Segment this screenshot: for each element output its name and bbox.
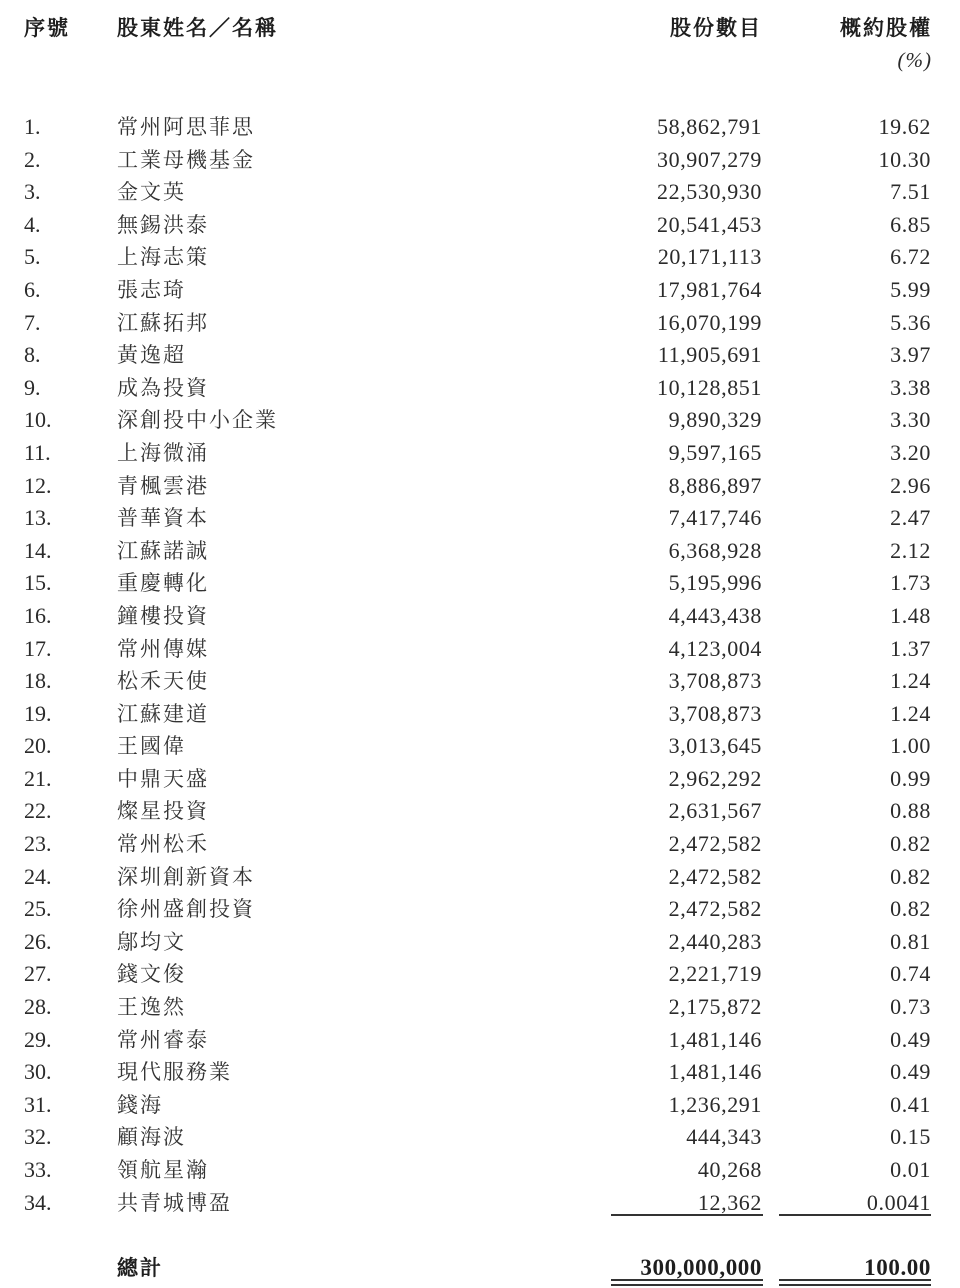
row-number-of-shares: 2,175,872	[668, 994, 762, 1020]
row-shareholder-name: 王逸然	[117, 995, 186, 1020]
row-seq: 33.	[24, 1157, 52, 1182]
table-row	[0, 437, 960, 470]
table-body	[0, 111, 960, 1219]
row-seq: 8.	[24, 342, 41, 368]
row-percentage: 0.0041	[866, 1189, 931, 1215]
table-row	[0, 665, 960, 698]
row-number-of-shares: 2,962,292	[668, 765, 762, 791]
row-percentage: 0.41	[890, 1091, 931, 1117]
table-row	[0, 1089, 960, 1122]
row-number-of-shares: 6,368,928	[668, 537, 762, 563]
table-row	[0, 633, 960, 666]
table-row	[0, 241, 960, 274]
row-seq: 3.	[24, 179, 41, 205]
row-number-of-shares: 2,631,567	[668, 798, 762, 824]
row-seq: 23.	[24, 831, 52, 857]
row-number-of-shares: 7,417,746	[668, 505, 762, 531]
row-number-of-shares: 30,907,279	[657, 146, 762, 172]
table-row	[0, 1154, 960, 1187]
row-seq: 19.	[24, 700, 52, 726]
row-number-of-shares: 9,890,329	[668, 407, 762, 433]
row-number-of-shares: 2,472,582	[668, 863, 762, 889]
row-seq: 30.	[24, 1059, 52, 1085]
row-shareholder-name: 重慶轉化	[117, 571, 209, 596]
row-percentage: 0.73	[890, 994, 931, 1020]
row-percentage: 0.49	[890, 1059, 931, 1085]
row-shareholder-name: 中鼎天盛	[117, 766, 209, 791]
row-percentage: 5.99	[890, 276, 931, 302]
table-row	[0, 828, 960, 861]
row-number-of-shares: 2,472,582	[668, 896, 762, 922]
table-row	[0, 372, 960, 405]
row-number-of-shares: 3,708,873	[668, 668, 762, 694]
row-number-of-shares: 2,472,582	[668, 831, 762, 857]
row-number-of-shares: 1,481,146	[668, 1026, 762, 1052]
row-seq: 17.	[24, 635, 52, 661]
row-shareholder-name: 錢海	[117, 1092, 163, 1117]
total-double-rule-percentage	[779, 1279, 931, 1286]
row-seq: 28.	[24, 994, 52, 1020]
row-percentage: 3.20	[890, 439, 931, 465]
row-shareholder-name: 常州松禾	[117, 832, 209, 857]
row-percentage: 6.72	[890, 244, 931, 270]
table-row	[0, 861, 960, 894]
table-row	[0, 958, 960, 991]
row-seq: 34.	[24, 1189, 52, 1215]
table-row	[0, 1024, 960, 1057]
row-shareholder-name: 顧海波	[117, 1125, 186, 1150]
row-seq: 22.	[24, 798, 52, 824]
row-percentage: 2.96	[890, 472, 931, 498]
row-percentage: 0.49	[890, 1026, 931, 1052]
table-row	[0, 763, 960, 796]
row-number-of-shares: 16,070,199	[657, 309, 762, 335]
header-shareholder-name: 股東姓名／名稱	[117, 15, 278, 40]
row-shareholder-name: 普華資本	[117, 506, 209, 531]
row-shareholder-name: 工業母機基金	[117, 147, 255, 172]
row-shareholder-name: 徐州盛創投資	[117, 897, 255, 922]
row-seq: 4.	[24, 211, 41, 237]
row-number-of-shares: 1,236,291	[668, 1091, 762, 1117]
row-percentage: 1.37	[890, 635, 931, 661]
row-number-of-shares: 4,123,004	[668, 635, 762, 661]
row-seq: 24.	[24, 863, 52, 889]
row-percentage: 0.99	[890, 765, 931, 791]
row-seq: 29.	[24, 1026, 52, 1052]
row-seq: 11.	[24, 439, 51, 465]
row-seq: 6.	[24, 276, 41, 302]
header-percentage-unit: (%)	[897, 48, 932, 72]
row-percentage: 1.24	[890, 700, 931, 726]
subtotal-rule-percentage	[779, 1214, 931, 1216]
row-seq: 15.	[24, 570, 52, 596]
row-shareholder-name: 共青城博盈	[117, 1190, 232, 1215]
table-row	[0, 600, 960, 633]
row-percentage: 1.00	[890, 733, 931, 759]
table-row	[0, 111, 960, 144]
row-shareholder-name: 現代服務業	[117, 1060, 232, 1085]
table-row	[0, 795, 960, 828]
row-seq: 32.	[24, 1124, 52, 1150]
row-percentage: 0.82	[890, 863, 931, 889]
table-row	[0, 144, 960, 177]
row-number-of-shares: 3,013,645	[668, 733, 762, 759]
table-row	[0, 339, 960, 372]
table-row	[0, 1056, 960, 1089]
table-row	[0, 209, 960, 242]
table-row	[0, 176, 960, 209]
table-row	[0, 502, 960, 535]
row-seq: 18.	[24, 668, 52, 694]
row-seq: 1.	[24, 114, 41, 139]
row-shareholder-name: 深圳創新資本	[117, 864, 255, 889]
row-number-of-shares: 40,268	[697, 1157, 762, 1182]
row-shareholder-name: 成為投資	[117, 375, 209, 400]
row-number-of-shares: 8,886,897	[668, 472, 762, 498]
row-seq: 13.	[24, 505, 52, 531]
table-row	[0, 535, 960, 568]
table-row	[0, 893, 960, 926]
row-percentage: 1.48	[890, 602, 931, 628]
row-shareholder-name: 上海志策	[117, 245, 209, 270]
row-number-of-shares: 10,128,851	[657, 374, 762, 400]
row-percentage: 0.82	[890, 896, 931, 922]
total-percentage: 100.00	[864, 1255, 931, 1280]
table-row	[0, 991, 960, 1024]
row-percentage: 0.74	[890, 961, 931, 987]
row-percentage: 10.30	[878, 146, 931, 172]
row-number-of-shares: 9,597,165	[668, 439, 762, 465]
total-label: 總計	[117, 1255, 163, 1280]
row-number-of-shares: 11,905,691	[657, 342, 762, 368]
row-shareholder-name: 江蘇諾誠	[117, 538, 209, 563]
row-seq: 10.	[24, 407, 52, 433]
row-percentage: 3.97	[890, 342, 931, 368]
row-shareholder-name: 鐘樓投資	[117, 603, 209, 628]
row-seq: 31.	[24, 1091, 52, 1117]
row-number-of-shares: 20,171,113	[657, 244, 762, 270]
row-shareholder-name: 無錫洪泰	[117, 212, 209, 237]
row-seq: 21.	[24, 765, 52, 791]
total-shares: 300,000,000	[640, 1255, 762, 1280]
row-shareholder-name: 領航星瀚	[117, 1158, 209, 1182]
row-number-of-shares: 2,221,719	[668, 961, 762, 987]
row-shareholder-name: 松禾天使	[117, 669, 209, 694]
row-seq: 7.	[24, 309, 41, 335]
row-number-of-shares: 17,981,764	[657, 276, 762, 302]
row-percentage: 0.81	[890, 928, 931, 954]
row-shareholder-name: 錢文俊	[117, 962, 186, 987]
row-percentage: 0.15	[890, 1124, 931, 1150]
table-row	[0, 404, 960, 437]
row-seq: 5.	[24, 244, 41, 270]
row-shareholder-name: 深創投中小企業	[117, 408, 278, 433]
row-seq: 16.	[24, 602, 52, 628]
row-number-of-shares: 444,343	[686, 1124, 762, 1150]
row-shareholder-name: 常州傳媒	[117, 636, 209, 661]
row-number-of-shares: 5,195,996	[668, 570, 762, 596]
row-number-of-shares: 22,530,930	[657, 179, 762, 205]
row-seq: 9.	[24, 374, 41, 400]
table-row	[0, 926, 960, 959]
row-shareholder-name: 燦星投資	[117, 799, 209, 824]
table-row	[0, 1121, 960, 1154]
row-seq: 27.	[24, 961, 52, 987]
row-shareholder-name: 鄔均文	[117, 929, 186, 954]
header-seq: 序號	[24, 15, 70, 40]
row-number-of-shares: 4,443,438	[668, 602, 762, 628]
table-row	[0, 307, 960, 340]
row-shareholder-name: 江蘇建道	[117, 701, 209, 726]
table-row	[0, 698, 960, 731]
row-percentage: 2.12	[890, 537, 931, 563]
row-shareholder-name: 常州阿思菲思	[117, 115, 255, 139]
row-number-of-shares: 3,708,873	[668, 700, 762, 726]
row-seq: 25.	[24, 896, 52, 922]
row-percentage: 6.85	[890, 211, 931, 237]
table-row	[0, 274, 960, 307]
row-percentage: 0.88	[890, 798, 931, 824]
row-percentage: 19.62	[878, 114, 931, 139]
row-seq: 14.	[24, 537, 52, 563]
subtotal-rule-shares	[611, 1214, 763, 1216]
row-percentage: 0.01	[890, 1157, 931, 1182]
table-row	[0, 730, 960, 763]
header-number-of-shares: 股份數目	[670, 15, 762, 40]
row-number-of-shares: 20,541,453	[657, 211, 762, 237]
table-row	[0, 470, 960, 503]
row-percentage: 3.30	[890, 407, 931, 433]
row-seq: 12.	[24, 472, 52, 498]
row-number-of-shares: 58,862,791	[657, 114, 762, 139]
row-shareholder-name: 王國偉	[117, 734, 186, 759]
row-percentage: 1.73	[890, 570, 931, 596]
header-approx-shareholding: 概約股權	[840, 15, 932, 40]
row-shareholder-name: 青楓雲港	[117, 473, 209, 498]
row-shareholder-name: 江蘇拓邦	[117, 310, 209, 335]
row-percentage: 0.82	[890, 831, 931, 857]
row-percentage: 3.38	[890, 374, 931, 400]
row-shareholder-name: 常州睿泰	[117, 1027, 209, 1052]
row-seq: 20.	[24, 733, 52, 759]
row-number-of-shares: 12,362	[697, 1189, 762, 1215]
row-seq: 2.	[24, 146, 41, 172]
table-row	[0, 567, 960, 600]
row-number-of-shares: 1,481,146	[668, 1059, 762, 1085]
row-shareholder-name: 金文英	[117, 180, 186, 205]
total-double-rule-shares	[611, 1279, 763, 1286]
row-shareholder-name: 張志琦	[117, 277, 186, 302]
row-percentage: 7.51	[890, 179, 931, 205]
row-shareholder-name: 上海微涌	[117, 440, 209, 465]
row-percentage: 2.47	[890, 505, 931, 531]
row-seq: 26.	[24, 928, 52, 954]
row-percentage: 1.24	[890, 668, 931, 694]
row-shareholder-name: 黃逸超	[117, 343, 186, 368]
row-percentage: 5.36	[890, 309, 931, 335]
row-number-of-shares: 2,440,283	[668, 928, 762, 954]
